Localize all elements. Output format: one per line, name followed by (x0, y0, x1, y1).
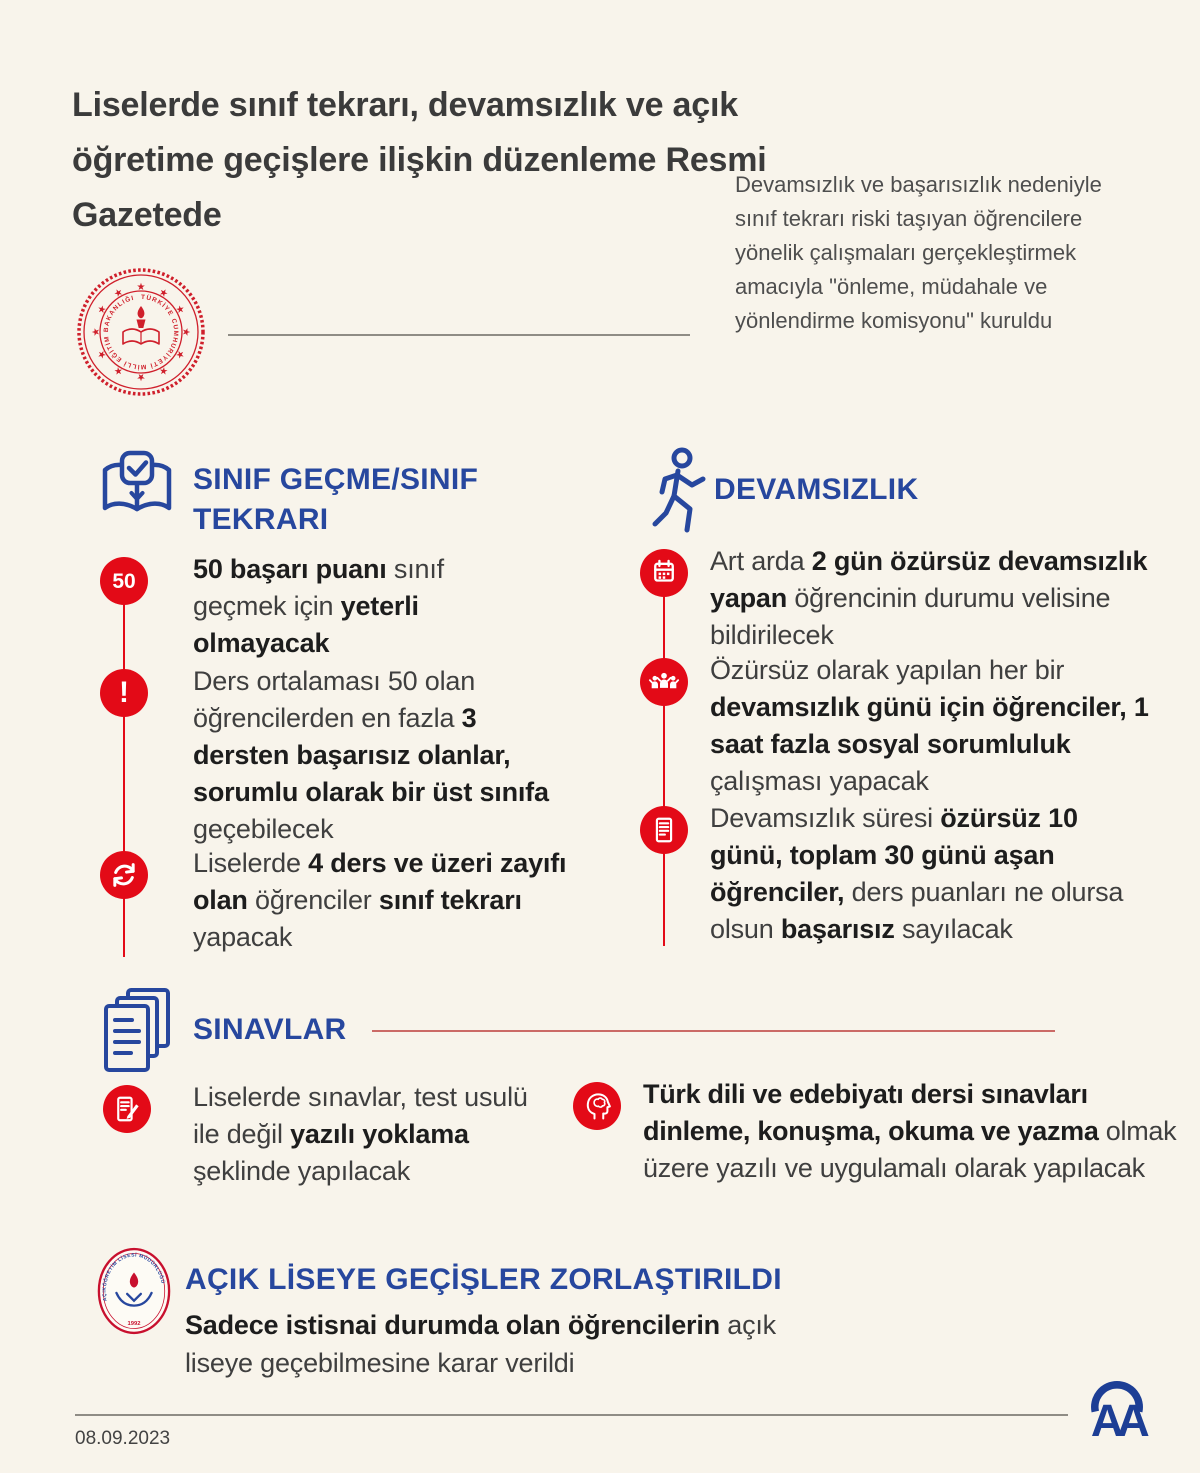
seal-torch-and-book (123, 306, 159, 344)
sinavlar-divider-line (372, 1030, 1055, 1032)
intro-paragraph: Devamsızlık ve başarısızlık nedeniyle sınıf tekrarı riski taşıyan öğrencilere yönelik çalışmaları gerçekleştirmek amacıyla "önleme, müdahale ve yönlendirme komisyonu" kuruldu (735, 172, 1102, 333)
acik-ogretim-lisesi-emblem-icon (95, 1246, 173, 1336)
svg-text:★: ★ (91, 327, 102, 337)
section-heading-devamsizlik: DEVAMSIZLIK (714, 473, 919, 506)
section-heading-acik-lise: AÇIK LİSEYE GEÇİŞLER ZORLAŞTIRILDI (185, 1263, 782, 1296)
list-item (100, 666, 573, 848)
item-text: Art arda 2 gün özürsüz devamsızlık yapan öğrencinin durumu velisine bildirilecek (710, 546, 1148, 650)
open-book-check-icon (95, 450, 179, 526)
svg-text:★: ★ (156, 286, 170, 301)
document-icon (640, 806, 688, 854)
item-text: Türk dili ve edebiyatı dersi sınavları dinleme, konuşma, okuma ve yazma olmak üzere yazılı ve uygulamalı olarak yapılacak (643, 1079, 1177, 1183)
people-icon (640, 658, 688, 706)
footer-divider-line (75, 1414, 1068, 1416)
svg-text:★: ★ (156, 363, 170, 378)
emblem-curved-text: AÇIKÖĞRETİM LİSESİ MÜDÜRLÜĞÜ (102, 1253, 165, 1302)
calendar-icon (640, 549, 688, 597)
item-text: Liselerde 4 ders ve üzeri zayıfı olan öğrenciler sınıf tekrarı yapacak (193, 848, 567, 952)
svg-text:★: ★ (112, 286, 126, 301)
svg-text:★: ★ (112, 363, 126, 378)
item-text: Ders ortalaması 50 olan öğrencilerden en fazla 3 dersten başarısız olanlar, sorumlu olarak bir üst sınıfa geçebilecek (193, 666, 549, 844)
stacked-pages-icon (98, 986, 176, 1078)
agency-logo-letters: AA (1090, 1395, 1144, 1442)
refresh-icon (100, 851, 148, 899)
anadolu-agency-logo-icon (1083, 1366, 1151, 1442)
item-text: 50 başarı puanı sınıf geçmek için yeterli olmayacak (193, 554, 444, 658)
badge-50-icon: 50 (100, 557, 148, 605)
timeline-connector-right (663, 574, 665, 946)
svg-text:★: ★ (136, 282, 146, 293)
ministry-of-education-seal-icon (75, 266, 207, 398)
head-profile-icon (573, 1082, 621, 1130)
exclamation-icon: ! (100, 669, 148, 717)
list-item (640, 803, 1150, 948)
svg-text:★: ★ (95, 347, 110, 361)
walking-person-icon (646, 446, 710, 534)
svg-text:★: ★ (180, 327, 191, 337)
section-heading-sinif-gecme: SINIF GEÇME/SINIF TEKRARI (193, 463, 479, 536)
list-item (640, 546, 1165, 654)
svg-text:★: ★ (172, 303, 187, 317)
publication-date: 08.09.2023 (75, 1428, 171, 1449)
svg-text:★: ★ (136, 371, 146, 382)
list-item (640, 655, 1165, 800)
header-divider-line (228, 334, 690, 336)
emblem-year: 1992 (127, 1321, 141, 1328)
list-item (573, 1079, 1188, 1187)
page-title: Liselerde sınıf tekrarı, devamsızlık ve açık öğretime geçişlere ilişkin düzenleme Resmi Gazetede (72, 86, 767, 234)
item-text: Liselerde sınavlar, test usulü ile değil yazılı yoklama şeklinde yapılacak (193, 1082, 528, 1186)
list-item (100, 554, 533, 662)
svg-text:★: ★ (172, 347, 187, 361)
svg-text:★: ★ (95, 303, 110, 317)
item-text: Devamsızlık süresi özürsüz 10 günü, toplam 30 günü aşan öğrenciler, ders puanları ne olursa olsun başarısız sayılacak (710, 803, 1124, 944)
section-heading-sinavlar: SINAVLAR (193, 1013, 347, 1046)
item-text: Özürsüz olarak yapılan her bir devamsızlık günü için öğrenciler, 1 saat fazla sosyal sorumluluk çalışması yapacak (710, 655, 1149, 796)
acik-lise-text: Sadece istisnai durumda olan öğrencilerin açık liseye geçebilmesine karar verildi (185, 1310, 776, 1378)
list-item (103, 1082, 553, 1190)
timeline-connector-left (123, 582, 125, 957)
seal-curved-text: TÜRKİYE CUMHURİYETİ MİLLİ EĞİTİM BAKANLIĞI (102, 293, 180, 371)
pencil-note-icon (103, 1085, 151, 1133)
list-item (100, 848, 588, 956)
